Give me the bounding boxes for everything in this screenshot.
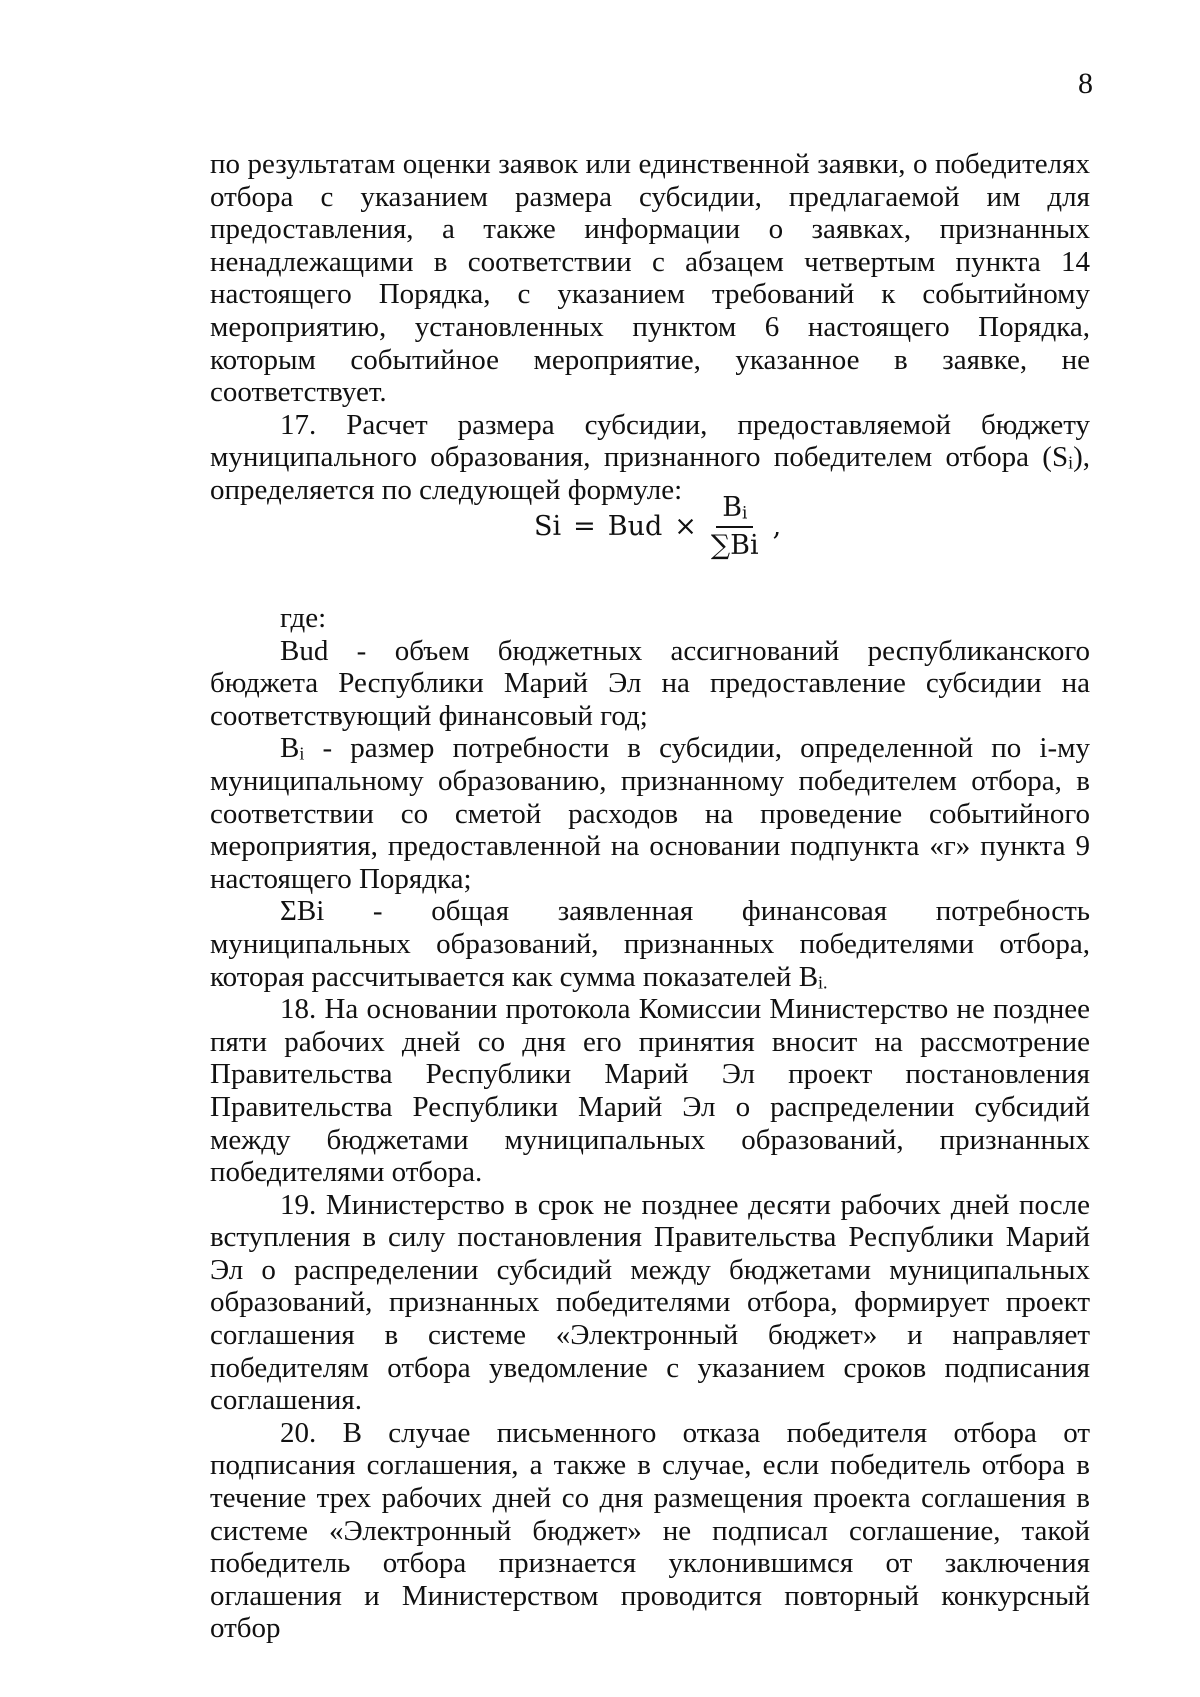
- paragraph-bud-definition: Bud - объем бюджетных ассигнований республиканского бюджета Республики Марий Эл на предоставление субсидии на соответствующий финансовый год;: [210, 634, 1090, 732]
- formula-numerator: $B_i$: [716, 492, 753, 528]
- formula-times: ×: [674, 511, 697, 542]
- text-block-top: [210, 148, 1090, 507]
- paragraph-where: где:: [280, 602, 327, 634]
- paragraph-continuation: по результатам оценки заявок или единственной заявки, о победителях отбора с указанием размера субсидии, предлагаемой им для предоставления, а также информации о заявках, признанных ненадлежащими в соответствии с абзацем четвертым пункта 14 настоящего Порядка, с указанием требований к событийному мероприятию, установленных пунктом 6 настоящего Порядка, которым событийное мероприятие, указанное в заявке, не соответствует.: [210, 148, 1090, 409]
- subsidy-formula: [534, 492, 781, 562]
- paragraph-sum-bi-definition: ΣBi - общая заявленная финансовая потребность муниципальных образований, признанных победителями отбора, которая рассчитывается как сумма показателей $B_{i.}$: [210, 895, 1090, 993]
- paragraph-17: 17. Расчет размера субсидии, предоставляемой бюджету муниципального образования, признанного победителем отбора $(S_i)$, определяется по следующей формуле:: [210, 408, 1090, 506]
- formula-equals: =: [573, 511, 596, 542]
- formula-denominator: ∑Bi: [710, 530, 759, 561]
- formula-comma: ,: [772, 511, 782, 542]
- paragraph-19: 19. Министерство в срок не позднее десяти рабочих дней после вступления в силу постановления Правительства Республики Марий Эл о распределении субсидий между бюджетами муниципальных образований, признанных победителями отбора, формирует проект соглашения в системе «Электронный бюджет» и направляет победителям отбора уведомление с указанием сроков подписания соглашения.: [210, 1188, 1090, 1417]
- paragraph-20: 20. В случае письменного отказа победителя отбора от подписания соглашения, а также в случае, если победитель отбора в течение трех рабочих дней со дня размещения проекта соглашения в системе «Электронный бюджет» не подписал соглашение, такой победитель отбора признается уклонившимся от заключения оглашения и Министерством проводится повторный конкурсный отбор: [210, 1416, 1090, 1645]
- paragraph-18: 18. На основании протокола Комиссии Министерство не позднее пяти рабочих дней со дня его принятия вносит на рассмотрение Правительства Республики Марий Эл проект постановления Правительства Республики Марий Эл о распределении субсидий между бюджетами муниципальных образований, признанных победителями отбора.: [210, 993, 1090, 1189]
- page-number: 8: [1078, 67, 1093, 100]
- text-block-bottom: [210, 602, 1090, 1645]
- formula-fraction: [705, 492, 765, 562]
- paragraph-bi-definition: $B_i$ - размер потребности в субсидии, определенной по i-му муниципальному образованию, признанному победителем отбора, в соответствии со сметой расходов на проведение событийного мероприятия, предоставленной на основании подпункта «г» пункта 9 настоящего Порядка;: [210, 732, 1090, 895]
- formula-factor: Bud: [607, 511, 663, 542]
- formula-lhs: Si: [534, 511, 562, 542]
